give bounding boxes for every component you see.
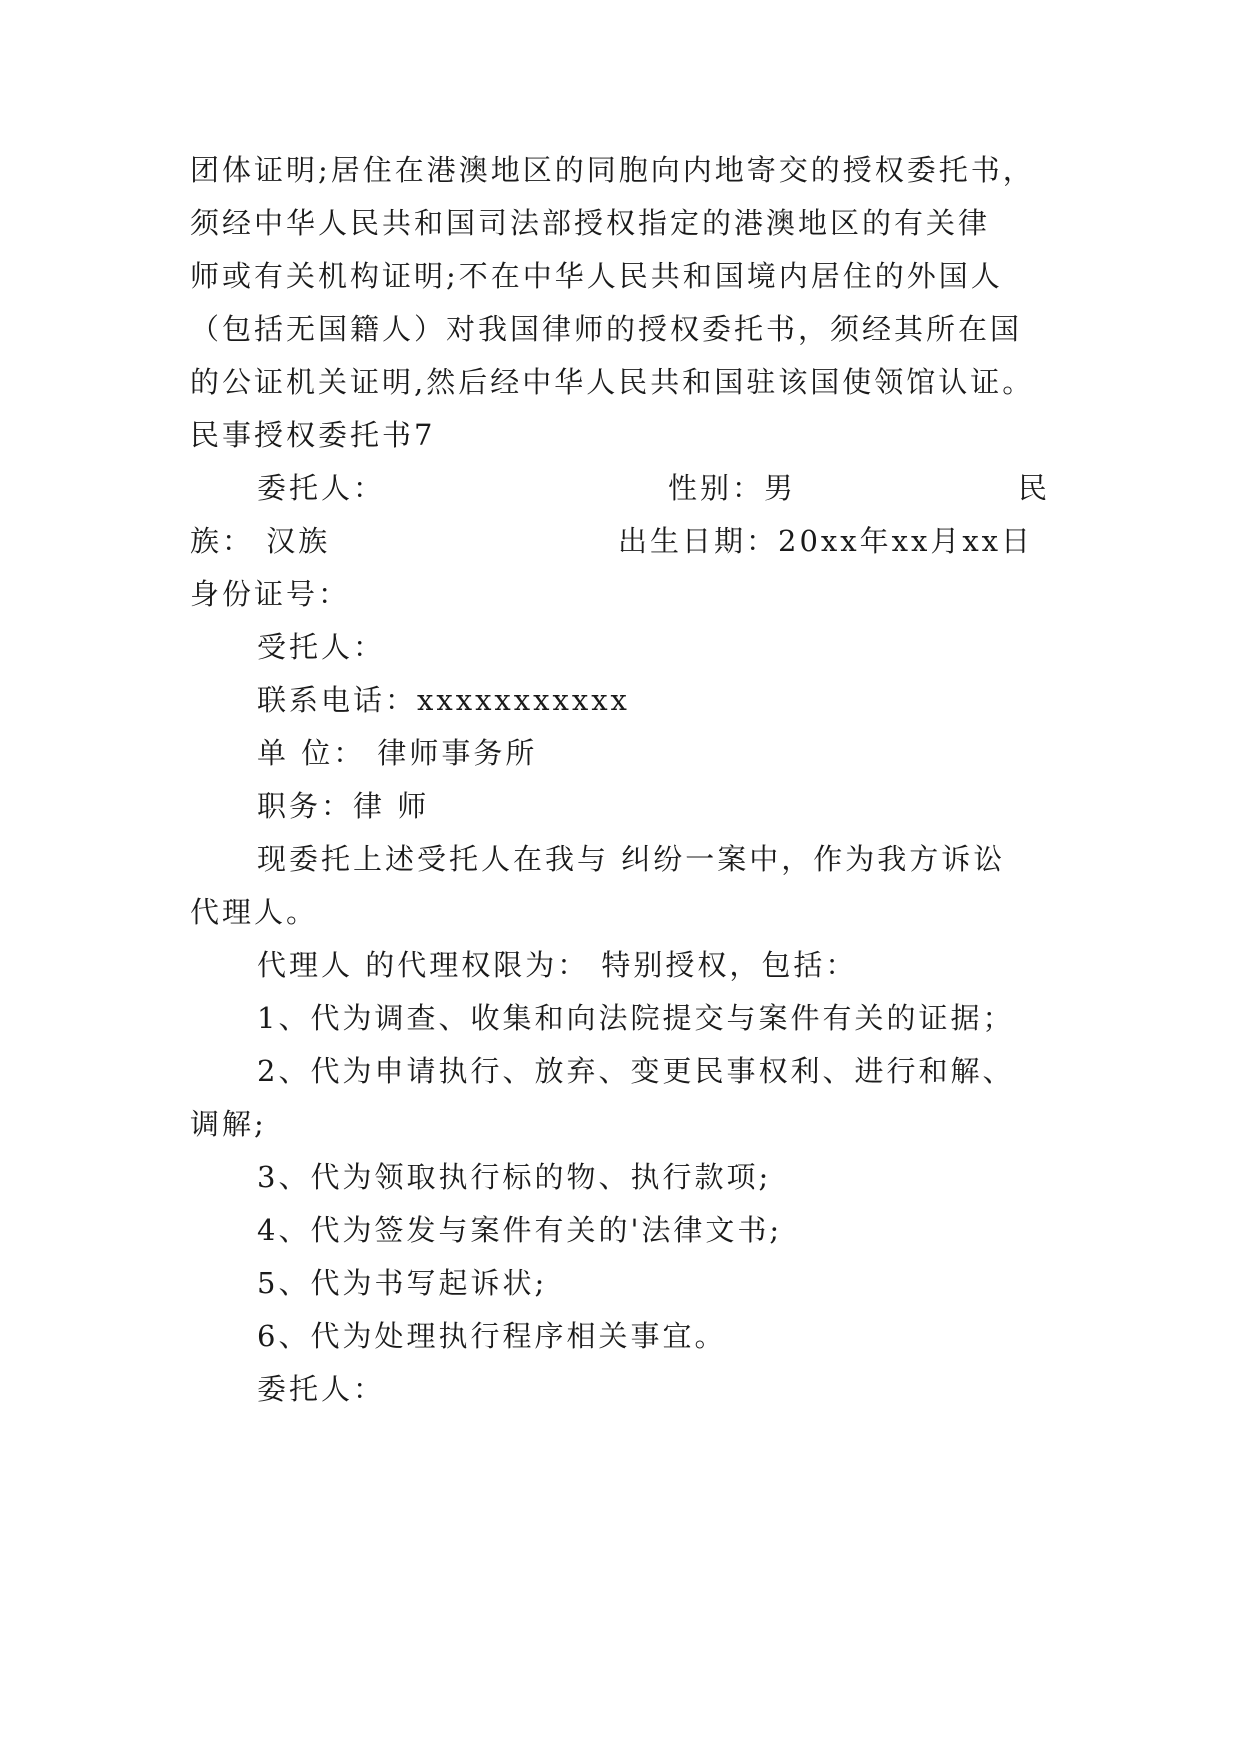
signature-principal-label: 委托人： xyxy=(257,1372,386,1406)
agent-unit: 单 位： 律师事务所 xyxy=(257,736,538,770)
paragraph-line-4: （包括无国籍人）对我国律师的授权委托书，须经其所在国 xyxy=(190,312,1023,346)
list-item-1: 1、代为调查、收集和向法院提交与案件有关的证据； xyxy=(257,1001,1015,1035)
section-title: 民事授权委托书7 xyxy=(190,418,436,452)
list-item-2: 2、代为申请执行、放弃、变更民事权利、进行和解、 xyxy=(257,1054,1015,1088)
principal-row-2 xyxy=(190,519,1050,563)
list-item-6: 6、代为处理执行程序相关事宜。 xyxy=(257,1319,727,1353)
list-item-2-continued: 调解; xyxy=(190,1107,267,1141)
principal-row xyxy=(190,466,1050,510)
delegation-line-1: 现委托上述受托人在我与 纠纷一案中，作为我方诉讼 xyxy=(257,842,1006,876)
paragraph-line-5: 的公证机关证明,然后经中华人民共和国驻该国使领馆认证。 xyxy=(190,365,1035,399)
principal-id-label: 身份证号： xyxy=(190,577,351,611)
paragraph-line-3: 师或有关机构证明;不在中华人民共和国境内居住的外国人 xyxy=(190,259,1003,293)
agent-label: 受托人： xyxy=(257,630,386,664)
list-item-4: 4、代为签发与案件有关的'法律文书; xyxy=(257,1213,783,1247)
principal-birth-date: 出生日期：20xx年xx月xx日 xyxy=(618,524,1034,558)
authority-scope: 代理人 的代理权限为： 特别授权，包括： xyxy=(257,948,858,982)
list-item-5: 5、代为书写起诉状; xyxy=(257,1266,548,1300)
delegation-line-2: 代理人。 xyxy=(190,895,319,929)
principal-label: 委托人： xyxy=(257,471,386,505)
paragraph-line-2: 须经中华人民共和国司法部授权指定的港澳地区的有关律 xyxy=(190,206,991,240)
principal-ethnicity: 族： 汉族 xyxy=(190,524,331,558)
agent-phone: 联系电话：xxxxxxxxxxx xyxy=(257,683,630,717)
list-item-3: 3、代为领取执行标的物、执行款项; xyxy=(257,1160,772,1194)
principal-ethnicity-start: 民 xyxy=(1018,471,1051,505)
paragraph-line-1: 团体证明;居住在港澳地区的同胞向内地寄交的授权委托书， xyxy=(190,153,1035,187)
principal-gender: 性别：男 xyxy=(668,471,797,505)
agent-position: 职务：律 师 xyxy=(257,789,430,823)
